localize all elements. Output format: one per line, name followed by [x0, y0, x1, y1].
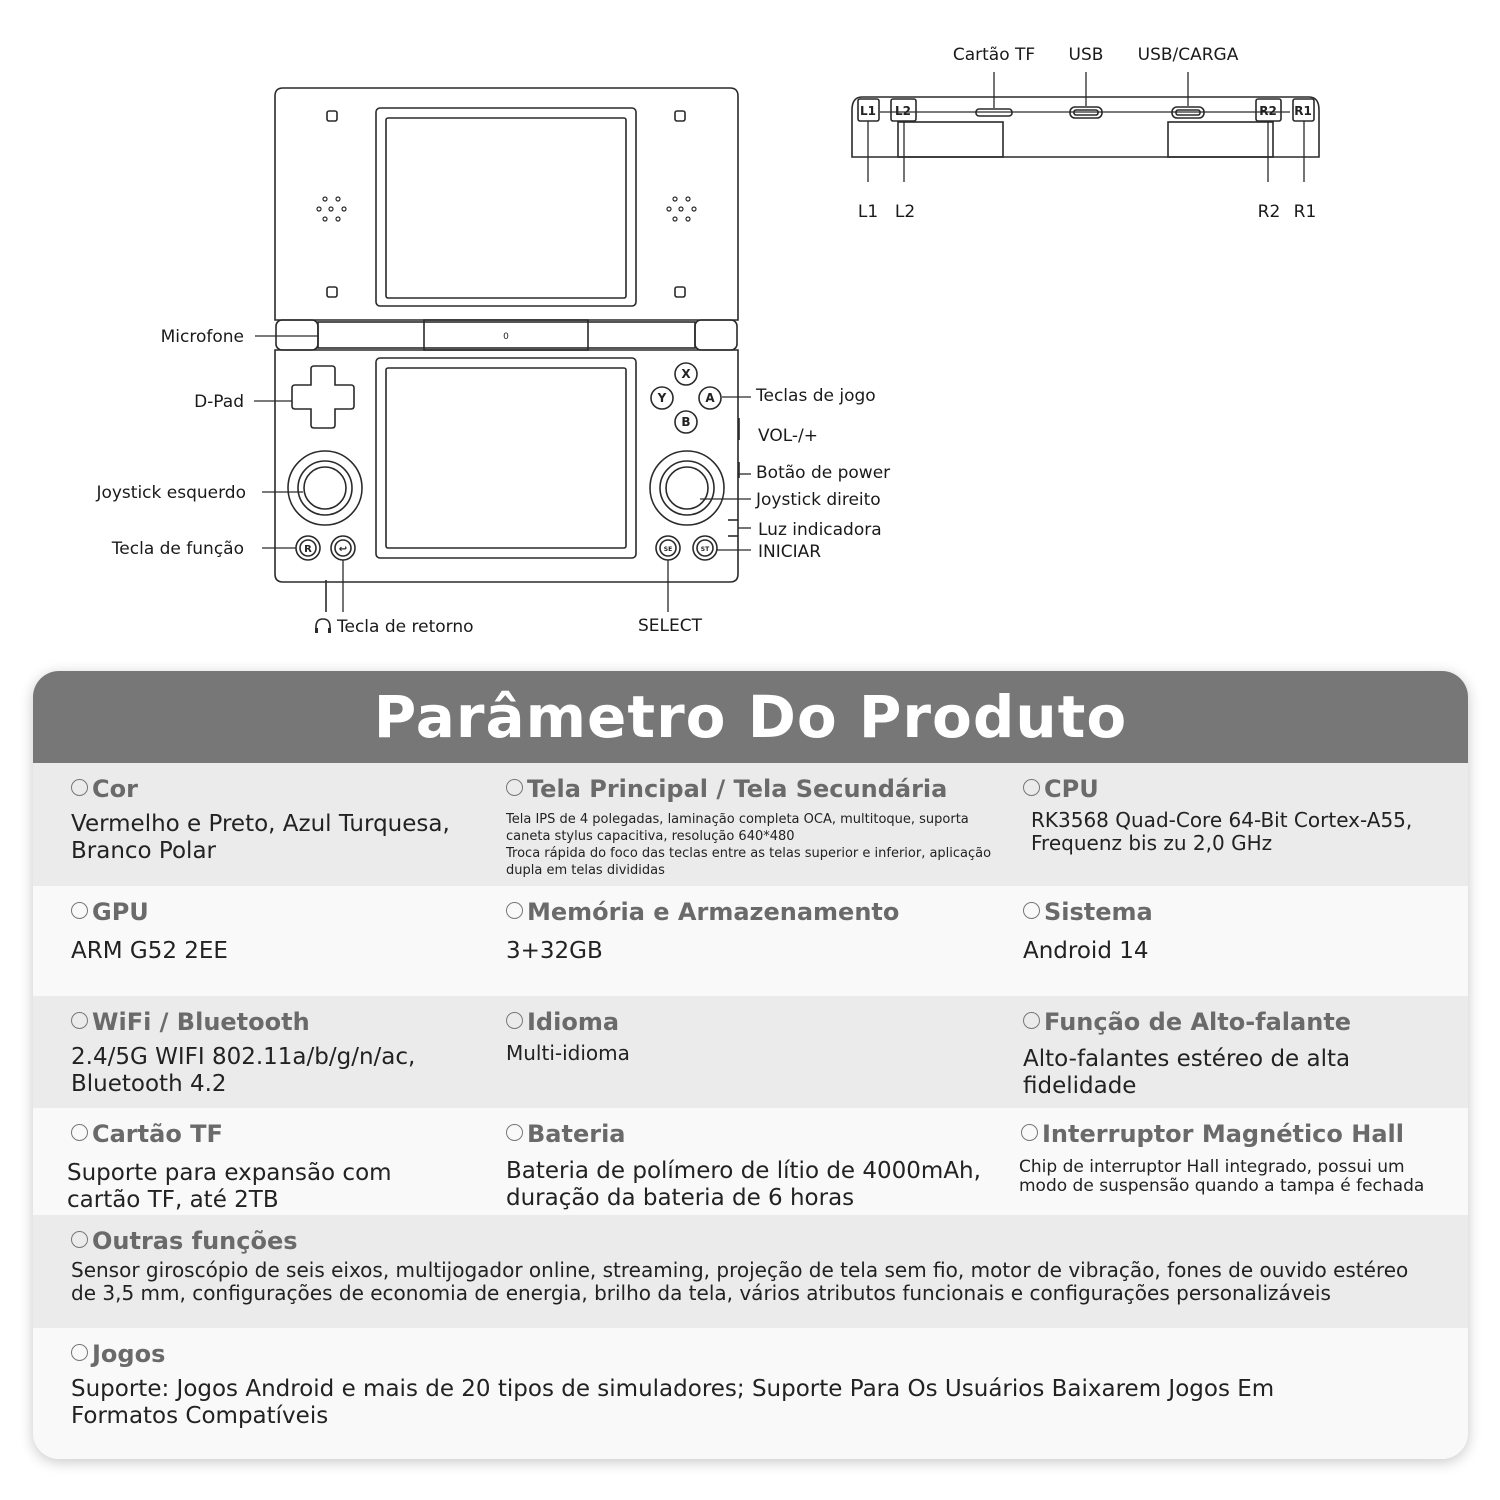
bottom-screen-frame — [376, 358, 636, 558]
param-battery — [506, 1108, 996, 1212]
label-function-key: Tecla de função — [111, 539, 244, 559]
bottom-screen — [386, 368, 626, 548]
param-title: Função de Alto-falante — [1044, 1008, 1352, 1036]
param-value: Suporte: Jogos Android e mais de 20 tipos de simuladores; Suporte Para Os Usuários Baixarem Jogos Em Formatos Compatíveis — [71, 1376, 1275, 1429]
param-system — [1023, 886, 1453, 965]
label-l2: L2 — [894, 202, 916, 222]
param-title: Bateria — [527, 1120, 626, 1148]
param-value: Android 14 — [1023, 938, 1149, 964]
r1-tag: R1 — [1294, 104, 1312, 118]
param-value: 2.4/5G WIFI 802.11a/b/g/n/ac, Bluetooth 4.2 — [71, 1044, 416, 1097]
label-select: SELECT — [638, 616, 702, 636]
param-title: GPU — [92, 898, 149, 926]
mic-mark: 0 — [503, 332, 509, 342]
bullet-circle-icon — [71, 779, 88, 796]
top-screen-frame — [376, 108, 636, 306]
bullet-circle-icon — [506, 1124, 523, 1141]
param-title: Cartão TF — [92, 1120, 223, 1148]
param-value: Suporte para expansão com cartão TF, até 2TB — [67, 1160, 392, 1213]
param-value: 3+32GB — [506, 938, 603, 964]
params-row — [33, 763, 1468, 886]
param-games — [71, 1328, 1371, 1430]
param-value: Alto-falantes estéreo de alta fidelidade — [1023, 1046, 1351, 1099]
headphone-icon — [316, 619, 330, 632]
bullet-circle-icon — [71, 1124, 88, 1141]
bullet-circle-icon — [506, 1012, 523, 1029]
dpad-icon[interactable] — [292, 366, 354, 428]
label-right-joystick: Joystick direito — [756, 490, 881, 510]
param-title: Outras funções — [92, 1227, 298, 1255]
label-game-keys: Teclas de jogo — [756, 386, 876, 406]
y-label: Y — [657, 391, 667, 405]
bullet-circle-icon — [71, 902, 88, 919]
bullet-circle-icon — [1023, 779, 1040, 796]
r2-tag: R2 — [1259, 104, 1277, 118]
bullet-circle-icon — [71, 1231, 88, 1248]
params-row — [33, 1215, 1468, 1328]
param-title: CPU — [1044, 775, 1099, 803]
bullet-circle-icon — [1021, 1124, 1038, 1141]
param-value: Chip de interruptor Hall integrado, possui um modo de suspensão quando a tampa é fechada — [1019, 1157, 1425, 1196]
label-back-key: Tecla de retorno — [337, 617, 474, 637]
b-label: B — [681, 415, 691, 429]
param-tf-card — [67, 1108, 491, 1214]
param-gpu — [71, 886, 491, 965]
param-value: Tela IPS de 4 polegadas, laminação completa OCA, multitoque, suporta caneta stylus capacitiva, resolução 640*480 — [506, 812, 969, 844]
param-title: WiFi / Bluetooth — [92, 1008, 310, 1036]
param-value: RK3568 Quad-Core 64-Bit Cortex-A55, Frequenz bis zu 2,0 GHz — [1031, 808, 1413, 855]
label-power: Botão de power — [756, 463, 891, 483]
function-btn-label: R — [304, 544, 312, 555]
param-value: Multi-idioma — [506, 1041, 630, 1065]
param-language — [506, 996, 996, 1065]
param-speaker — [1023, 996, 1453, 1100]
back-btn-label: ↩ — [338, 544, 348, 555]
l2-tag: L2 — [895, 104, 911, 118]
l1-tag: L1 — [860, 104, 876, 118]
label-tf-card: Cartão TF — [952, 45, 1036, 65]
param-title: Sistema — [1044, 898, 1153, 926]
label-microphone: Microfone — [160, 327, 244, 347]
start-btn-label: ST — [700, 546, 710, 553]
params-row — [33, 1328, 1468, 1459]
param-title: Interruptor Magnético Hall — [1042, 1120, 1404, 1148]
param-value: Bateria de polímero de lítio de 4000mAh, duração da bateria de 6 horas — [506, 1158, 981, 1211]
param-value: ARM G52 2EE — [71, 938, 228, 964]
bullet-circle-icon — [506, 779, 523, 796]
left-joystick[interactable] — [288, 451, 362, 525]
label-left-joystick: Joystick esquerdo — [96, 483, 246, 503]
device-lid — [275, 88, 738, 320]
a-label: A — [705, 391, 715, 405]
param-cpu — [1023, 763, 1453, 855]
params-title: Parâmetro Do Produto — [33, 671, 1468, 763]
param-value: Troca rápida do foco das teclas entre as telas superior e inferior, aplicação dupla em telas divididas — [506, 846, 992, 878]
label-usb-charge: USB/CARGA — [1137, 45, 1239, 65]
param-other — [71, 1215, 1431, 1305]
left-speaker-icon — [317, 197, 346, 221]
params-row — [33, 886, 1468, 996]
param-title: Cor — [92, 775, 138, 803]
label-dpad: D-Pad — [194, 392, 244, 412]
x-label: X — [681, 367, 691, 381]
params-row — [33, 1108, 1468, 1215]
param-value: Sensor giroscópio de seis eixos, multijogador online, streaming, projeção de tela sem fio, motor de vibração, fones de ouvido estéreo de 3,5 mm, configurações de economia de energia, brilho da tela, vários atributos funcionais e configurações personalizáveis — [71, 1258, 1409, 1305]
params-card — [33, 671, 1468, 1459]
param-title: Jogos — [92, 1340, 166, 1368]
device-diagram — [0, 0, 1500, 660]
label-r2: R2 — [1257, 202, 1281, 222]
param-screen — [506, 763, 996, 879]
label-l1: L1 — [857, 202, 879, 222]
right-speaker-icon — [667, 197, 696, 221]
label-start: INICIAR — [758, 542, 822, 562]
label-r1: R1 — [1293, 202, 1317, 222]
bullet-circle-icon — [71, 1344, 88, 1361]
param-wifi — [71, 996, 491, 1098]
right-joystick[interactable] — [650, 451, 724, 525]
params-row — [33, 996, 1468, 1108]
select-btn-label: SE — [663, 546, 673, 553]
param-title: Idioma — [527, 1008, 620, 1036]
param-title: Memória e Armazenamento — [527, 898, 900, 926]
bullet-circle-icon — [1023, 1012, 1040, 1029]
param-value: Vermelho e Preto, Azul Turquesa, Branco Polar — [71, 811, 450, 864]
bullet-circle-icon — [506, 902, 523, 919]
param-color — [71, 763, 491, 865]
label-indicator: Luz indicadora — [758, 520, 882, 540]
param-memory — [506, 886, 996, 965]
top-screen — [386, 118, 626, 298]
param-hall — [1019, 1108, 1453, 1196]
label-volume: VOL-/+ — [758, 426, 818, 446]
label-usb: USB — [1068, 45, 1104, 65]
bullet-circle-icon — [71, 1012, 88, 1029]
bullet-circle-icon — [1023, 902, 1040, 919]
param-title: Tela Principal / Tela Secundária — [527, 775, 948, 803]
